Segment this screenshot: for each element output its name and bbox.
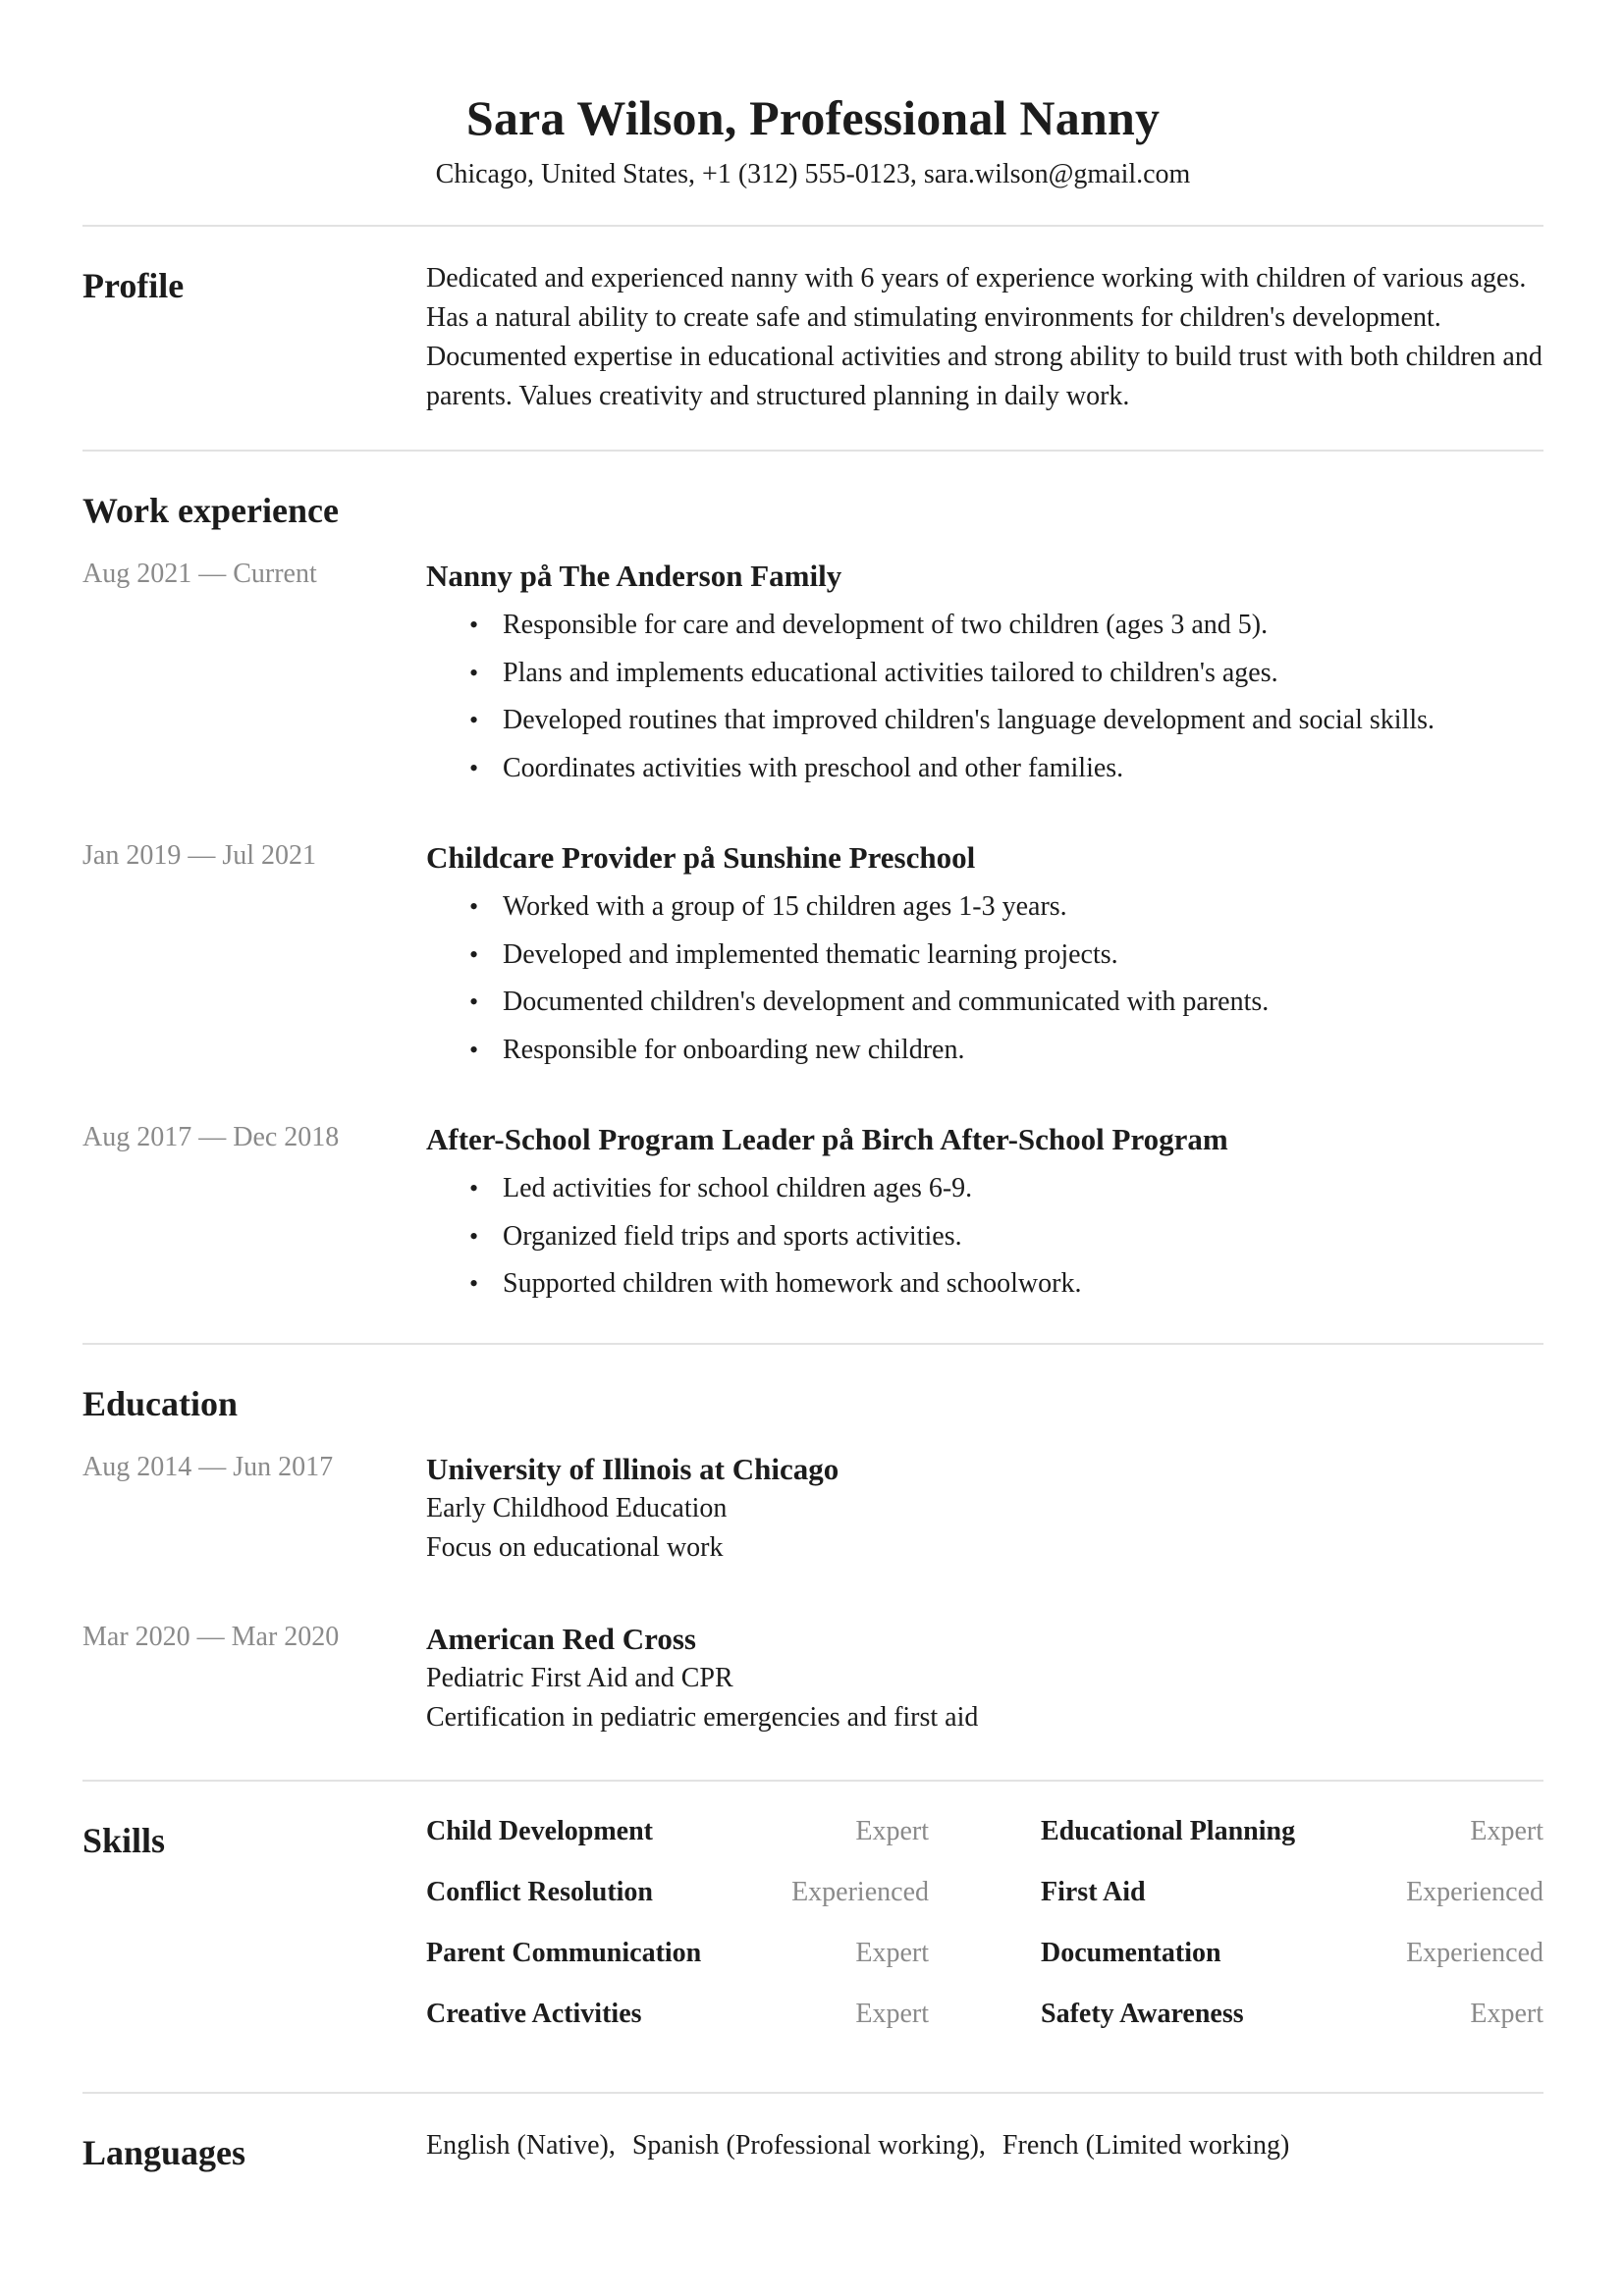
contact-info: Chicago, United States, +1 (312) 555-0123, sara.wilson@gmail.com xyxy=(435,159,1191,189)
resume-header xyxy=(82,0,1543,192)
skill-row xyxy=(426,1812,929,1873)
education-dates: Mar 2020 — Mar 2020 xyxy=(82,1622,340,1652)
skill-row xyxy=(426,1934,929,1995)
section-title-profile: Profile xyxy=(82,266,185,305)
skill-name: Creative Activities xyxy=(426,1999,642,2029)
list-item: • Organized field trips and sports activities. xyxy=(503,1213,1543,1261)
job-title: Childcare Provider på Sunshine Preschool xyxy=(426,840,976,875)
job-dates: Jan 2019 — Jul 2021 xyxy=(82,840,316,871)
skill-level: Experienced xyxy=(1406,1877,1543,1907)
candidate-name: Sara Wilson, Professional Nanny xyxy=(465,90,1161,145)
list-item: • Coordinates activities with preschool and other families. xyxy=(503,745,1543,793)
divider xyxy=(82,225,1543,227)
section-title-education: Education xyxy=(82,1384,239,1423)
section-title-skills: Skills xyxy=(82,1821,166,1860)
section-title-work: Work experience xyxy=(82,491,339,530)
skills-section xyxy=(82,1818,1543,2044)
skill-name: Documentation xyxy=(1041,1938,1221,1968)
skill-level: Expert xyxy=(855,1816,929,1846)
list-item: • Supported children with homework and schoolwork. xyxy=(503,1260,1543,1308)
skill-row xyxy=(426,1873,929,1934)
skill-name: Child Development xyxy=(426,1816,653,1846)
skill-row xyxy=(1041,1812,1543,1873)
skills-column-right xyxy=(1041,1812,1543,2056)
divider xyxy=(82,2092,1543,2094)
resume-page xyxy=(82,0,1543,2296)
job-bullets xyxy=(426,602,1543,792)
school-name: American Red Cross xyxy=(426,1622,696,1656)
list-item: • Worked with a group of 15 children ages 1-3 years. xyxy=(503,883,1543,932)
job-bullets xyxy=(426,1165,1543,1308)
list-item: • Plans and implements educational activities tailored to children's ages. xyxy=(503,650,1543,698)
skill-level: Expert xyxy=(1470,1816,1543,1846)
skill-level: Expert xyxy=(855,1999,929,2029)
skill-level: Experienced xyxy=(791,1877,929,1907)
skill-row xyxy=(426,1995,929,2056)
skill-name: Educational Planning xyxy=(1041,1816,1296,1846)
job-bullets xyxy=(426,883,1543,1074)
list-item: • Responsible for care and development of two children (ages 3 and 5). xyxy=(503,602,1543,650)
skills-column-left xyxy=(426,1812,929,2056)
list-item: • Developed and implemented thematic learning projects. xyxy=(503,932,1543,980)
divider xyxy=(82,1780,1543,1782)
languages-list xyxy=(426,2126,1543,2165)
education-detail: Certification in pediatric emergencies and first aid xyxy=(426,1702,979,1733)
school-name: University of Illinois at Chicago xyxy=(426,1452,839,1486)
skill-name: First Aid xyxy=(1041,1877,1146,1907)
language-item: English (Native), xyxy=(426,2130,616,2161)
divider xyxy=(82,450,1543,452)
education-dates: Aug 2014 — Jun 2017 xyxy=(82,1452,334,1482)
job-title: After-School Program Leader på Birch After-School Program xyxy=(426,1122,1228,1156)
job-title: Nanny på The Anderson Family xyxy=(426,559,842,593)
skill-name: Safety Awareness xyxy=(1041,1999,1244,2029)
profile-text: Dedicated and experienced nanny with 6 years of experience working with children of various ages. Has a natural ability to create safe and stimulating environments for children's development. Documented expertise in educational activities and strong ability to build trust with both children and parents. Values creativity and structured planning in daily work. xyxy=(426,263,1543,411)
language-item: Spanish (Professional working), xyxy=(631,2130,986,2161)
education-detail: Focus on educational work xyxy=(426,1532,724,1563)
list-item: • Responsible for onboarding new children. xyxy=(503,1027,1543,1075)
skill-level: Expert xyxy=(855,1938,929,1968)
job-dates: Aug 2017 — Dec 2018 xyxy=(82,1122,340,1152)
list-item: • Led activities for school children ages 6-9. xyxy=(503,1165,1543,1213)
list-item: • Developed routines that improved children's language development and social skills. xyxy=(503,697,1543,745)
job-dates: Aug 2021 — Current xyxy=(82,559,317,589)
degree: Early Childhood Education xyxy=(426,1493,728,1523)
skill-level: Experienced xyxy=(1406,1938,1543,1968)
skill-level: Expert xyxy=(1470,1999,1543,2029)
skill-row xyxy=(1041,1934,1543,1995)
section-title-languages: Languages xyxy=(82,2133,246,2172)
list-item: • Documented children's development and communicated with parents. xyxy=(503,979,1543,1027)
skill-name: Conflict Resolution xyxy=(426,1877,653,1907)
divider xyxy=(82,1343,1543,1345)
skill-name: Parent Communication xyxy=(426,1938,702,1968)
skill-row xyxy=(1041,1995,1543,2056)
degree: Pediatric First Aid and CPR xyxy=(426,1663,733,1693)
skill-row xyxy=(1041,1873,1543,1934)
language-item: French (Limited working) xyxy=(1001,2130,1290,2161)
